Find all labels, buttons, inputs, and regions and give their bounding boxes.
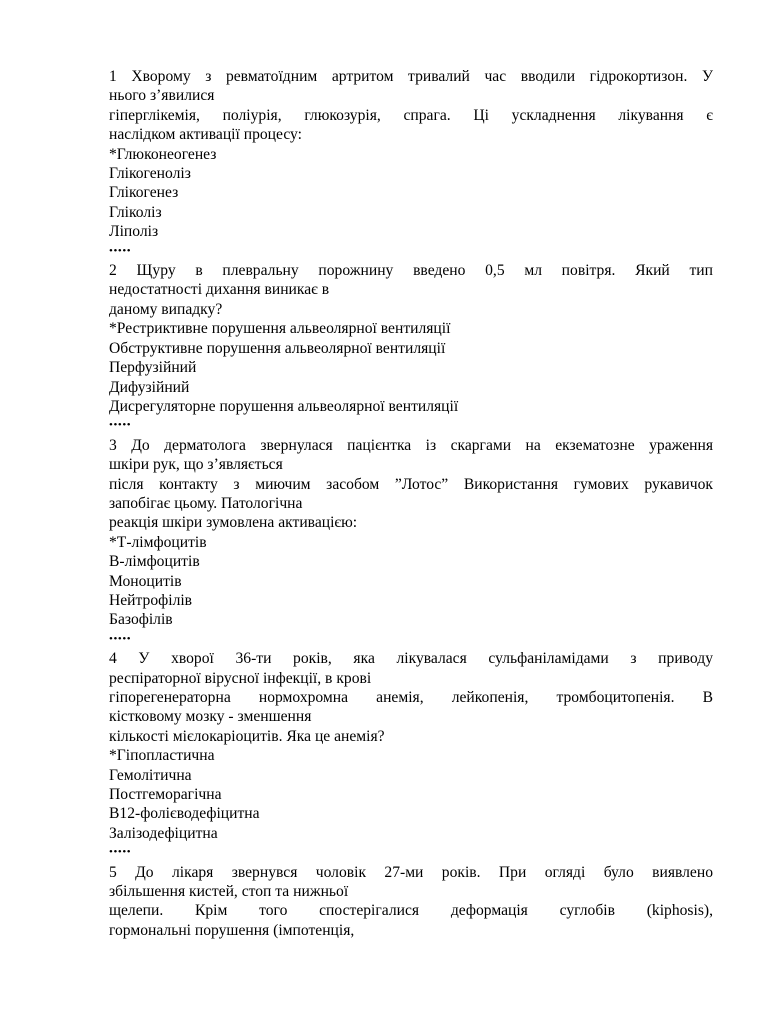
- document-page: [109, 67, 713, 940]
- question-stem-line: 2 Щуру в плевральну порожнину введено 0,5 мл повітря. Який тип: [109, 262, 713, 280]
- answer-option: Гемолітична: [109, 766, 192, 784]
- answer-option: Постгеморагічна: [109, 786, 222, 804]
- question-block: [109, 436, 713, 649]
- question-separator: •••••: [109, 419, 132, 432]
- question-stem-line: респіраторної вірусної інфекції, в крові: [109, 669, 372, 687]
- answer-option: Дисрегуляторне порушення альвеолярної вентиляції: [109, 397, 459, 415]
- answer-option: Перфузійний: [109, 359, 197, 377]
- question-stem-line: даному випадку?: [109, 300, 223, 318]
- question-stem-line: гіперглікемія, поліурія, глюкозурія, спрага. Ці ускладнення лікування є: [109, 106, 713, 124]
- question-stem-line: гіпорегенераторна нормохромна анемія, лейкопенія, тромбоцитопенія. В: [109, 689, 713, 706]
- question-stem-line: 5 До лікаря звернувся чоловік 27-ми років. При огляді було виявлено: [109, 863, 713, 881]
- question-separator: •••••: [109, 244, 132, 257]
- question-stem-line: наслідком активації процесу:: [109, 126, 302, 144]
- question-block: [109, 863, 713, 941]
- answer-option: Глікогеноліз: [109, 165, 191, 183]
- question-stem-line: недостатності дихання виникає в: [109, 281, 330, 299]
- question-stem-line: збільшення кистей, стоп та нижньої: [109, 883, 349, 901]
- answer-option: Ліполіз: [109, 223, 159, 241]
- question-stem-line: кістковому мозку - зменшення: [109, 708, 312, 726]
- question-stem-line: кількості мієлокаріоцитів. Яка це анемія?: [109, 727, 385, 745]
- question-stem-line: шкіри рук, що з’являється: [109, 456, 283, 474]
- question-stem-line: 4 У хворої 36-ти років, яка лікувалася сульфаніламідами з приводу: [109, 650, 713, 668]
- question-separator: •••••: [109, 632, 132, 645]
- correct-answer-option: *Т-лімфоцитів: [109, 533, 207, 551]
- question-stem-line: 1 Хворому з ревматоїдним артритом тривалий час вводили гідрокортизон. У: [109, 68, 713, 85]
- question-stem-line: реакція шкіри зумовлена активацією:: [109, 514, 358, 532]
- question-stem-line: запобігає цьому. Патологічна: [109, 494, 303, 512]
- answer-option: Глікогенез: [109, 184, 179, 202]
- answer-option: Базофілів: [109, 611, 173, 629]
- answer-option: Нейтрофілів: [109, 591, 193, 609]
- answer-option: Гліколіз: [109, 203, 162, 221]
- question-stem-line: 3 До дерматолога звернулася пацієнтка із скаргами на екзематозне ураження: [109, 436, 713, 454]
- correct-answer-option: *Глюконеогенез: [109, 145, 217, 163]
- answer-option: В-лімфоцитів: [109, 553, 200, 571]
- question-block: [109, 67, 713, 261]
- question-stem-line: щелепи. Крім того спостерігалися деформація суглобів (kiphosis),: [109, 902, 713, 920]
- question-separator: •••••: [109, 846, 132, 859]
- question-stem-line: нього з’явилися: [109, 87, 215, 105]
- answer-option: Моноцитів: [109, 572, 182, 590]
- correct-answer-option: *Рестриктивне порушення альвеолярної вентиляції: [109, 320, 451, 338]
- question-block: [109, 261, 713, 436]
- answer-option: Залізодефіцитна: [109, 824, 218, 842]
- answer-option: Дифузійний: [109, 378, 190, 396]
- question-stem-line: гормональні порушення (імпотенція,: [109, 921, 355, 939]
- correct-answer-option: *Гіпопластична: [109, 747, 215, 765]
- question-block: [109, 649, 713, 862]
- question-stem-line: після контакту з миючим засобом ”Лотос” Використання гумових рукавичок: [109, 475, 713, 493]
- answer-option: Обструктивне порушення альвеолярної вентиляції: [109, 339, 446, 357]
- answer-option: В12-фолієводефіцитна: [109, 805, 260, 823]
